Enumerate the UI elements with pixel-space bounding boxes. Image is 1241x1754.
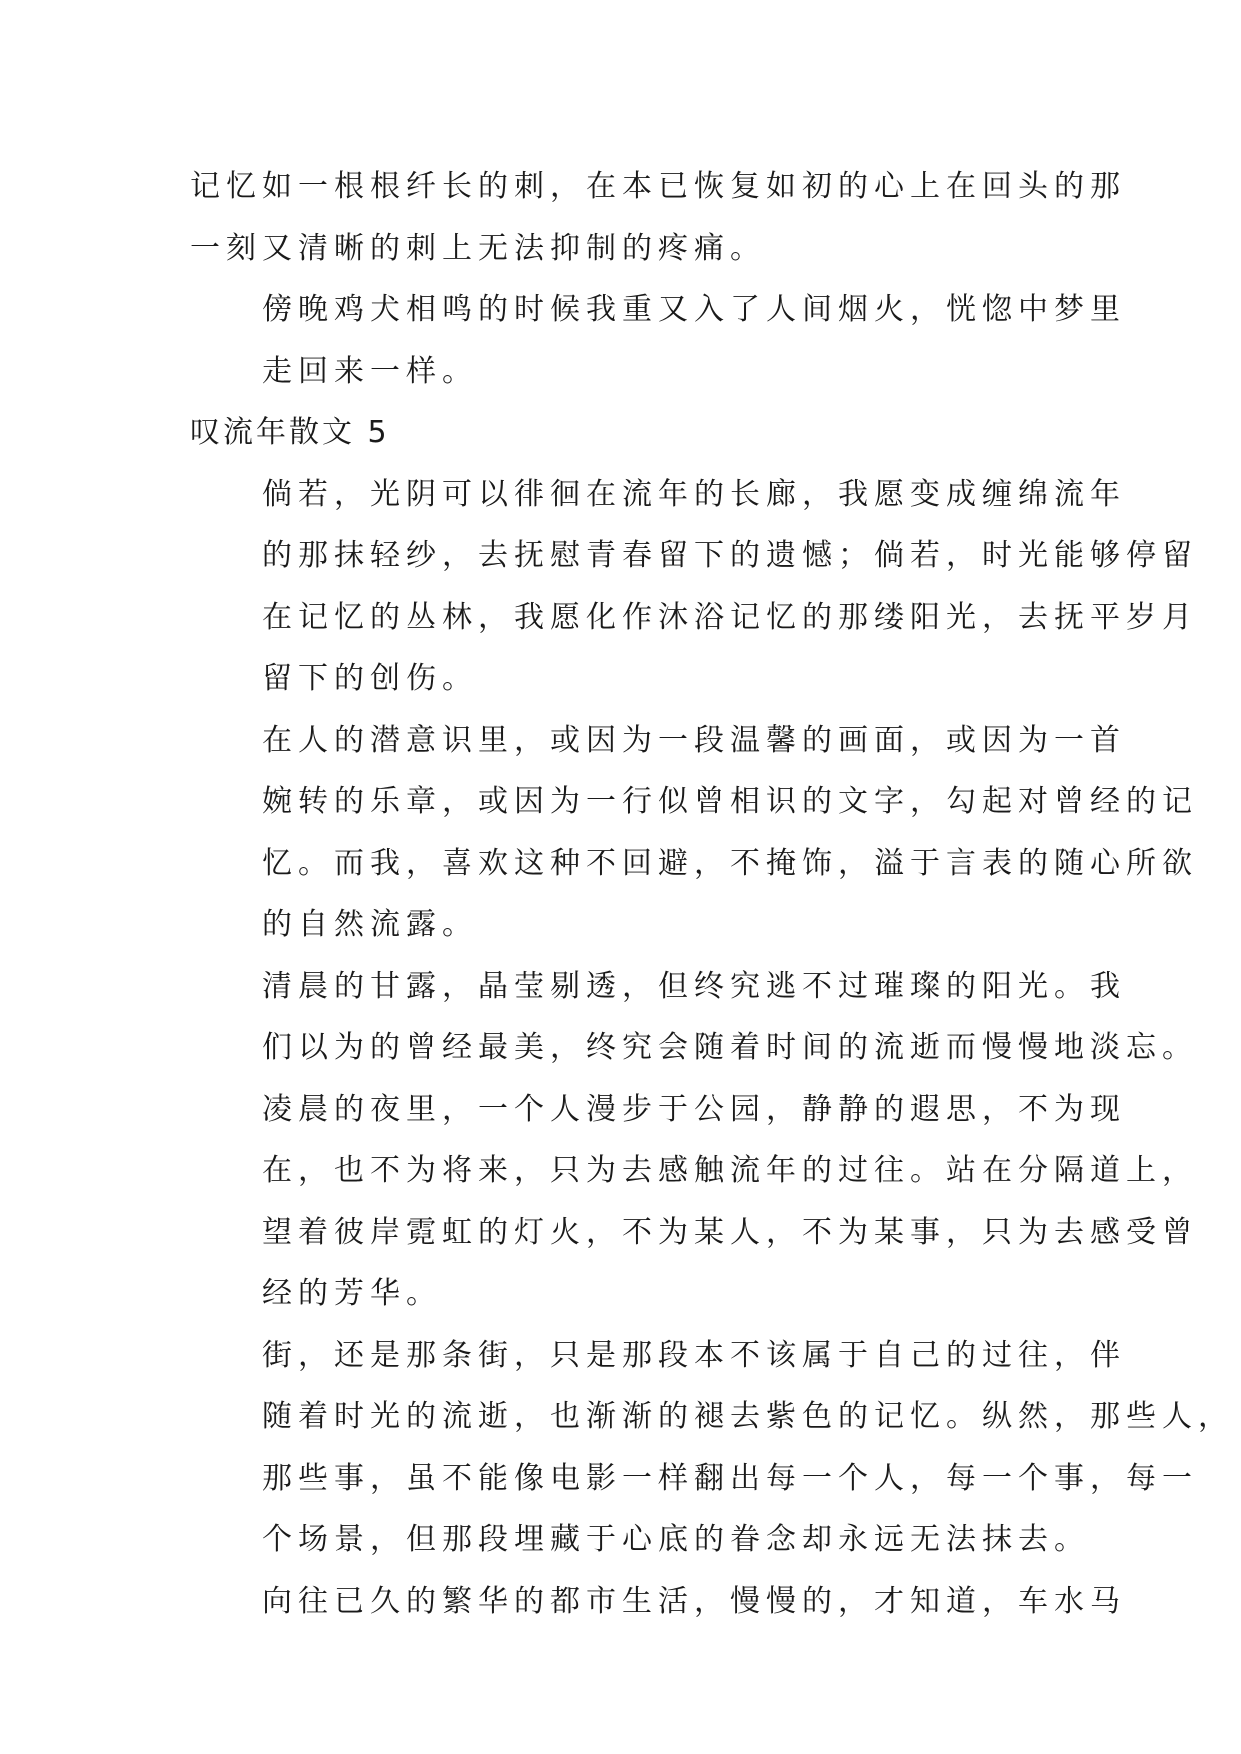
paragraph-line: 走回来一样。: [262, 353, 478, 389]
paragraph: [190, 1571, 1126, 1633]
paragraph-line: 街，还是那条街，只是那段本不该属于自己的过往，伴: [262, 1337, 1126, 1373]
paragraph-line: 倘若，光阴可以徘徊在流年的长廊，我愿变成缠绵流年: [262, 476, 1126, 512]
paragraph-line: 的自然流露。: [262, 907, 478, 942]
paragraph-line: 随着时光的流逝，也渐渐的褪去紫色的记忆。纵然，那些人，: [262, 1399, 1234, 1434]
paragraph-line: 的那抹轻纱，去抚慰青春留下的遗憾；倘若，时光能够停留: [262, 538, 1198, 573]
paragraph-line: 那些事，虽不能像电影一样翻出每一个人，每一个事，每一: [262, 1460, 1198, 1496]
paragraph-line: 婉转的乐章，或因为一行似曾相识的文字，勾起对曾经的记: [262, 784, 1198, 819]
paragraph-line: 凌晨的夜里，一个人漫步于公园，静静的遐思，不为现: [262, 1091, 1126, 1127]
paragraph: [190, 156, 1126, 279]
paragraph-line: 们以为的曾经最美，终究会随着时间的流逝而慢慢地淡忘。: [262, 1030, 1198, 1065]
paragraph-line: 清晨的甘露，晶莹剔透，但终究逃不过璀璨的阳光。我: [262, 968, 1126, 1004]
paragraph-line: 在，也不为将来，只为去感触流年的过往。站在分隔道上，: [262, 1153, 1198, 1188]
paragraph-line: 留下的创伤。: [262, 661, 478, 696]
paragraph: [190, 464, 1198, 710]
section-heading: 叹流年散文 5: [190, 415, 390, 450]
paragraph-line: 忆。而我，喜欢这种不回避，不掩饰，溢于言表的随心所欲: [262, 845, 1198, 881]
paragraph: [190, 1079, 1198, 1325]
document-body: [190, 156, 1234, 1632]
paragraph-line: 记忆如一根根纤长的刺，在本已恢复如初的心上在回头的那: [190, 169, 1126, 204]
paragraph-line: 望着彼岸霓虹的灯火，不为某人，不为某事，只为去感受曾: [262, 1214, 1198, 1250]
paragraph-line: 在记忆的丛林，我愿化作沐浴记忆的那缕阳光，去抚平岁月: [262, 599, 1198, 635]
paragraph-line: 在人的潜意识里，或因为一段温馨的画面，或因为一首: [262, 722, 1126, 758]
paragraph-line: 傍晚鸡犬相鸣的时候我重又入了人间烟火，恍惚中梦里: [262, 292, 1126, 327]
paragraph: [190, 956, 1198, 1079]
paragraph-line: 经的芳华。: [262, 1276, 442, 1311]
paragraph: [190, 279, 1126, 402]
paragraph-line: 一刻又清晰的刺上无法抑制的疼痛。: [190, 230, 766, 266]
paragraph-line: 向往已久的繁华的都市生活，慢慢的，才知道，车水马: [262, 1583, 1126, 1619]
paragraph: [190, 710, 1198, 956]
paragraph-line: 个场景，但那段埋藏于心底的眷念却永远无法抹去。: [262, 1522, 1090, 1557]
paragraph: [190, 1325, 1234, 1571]
